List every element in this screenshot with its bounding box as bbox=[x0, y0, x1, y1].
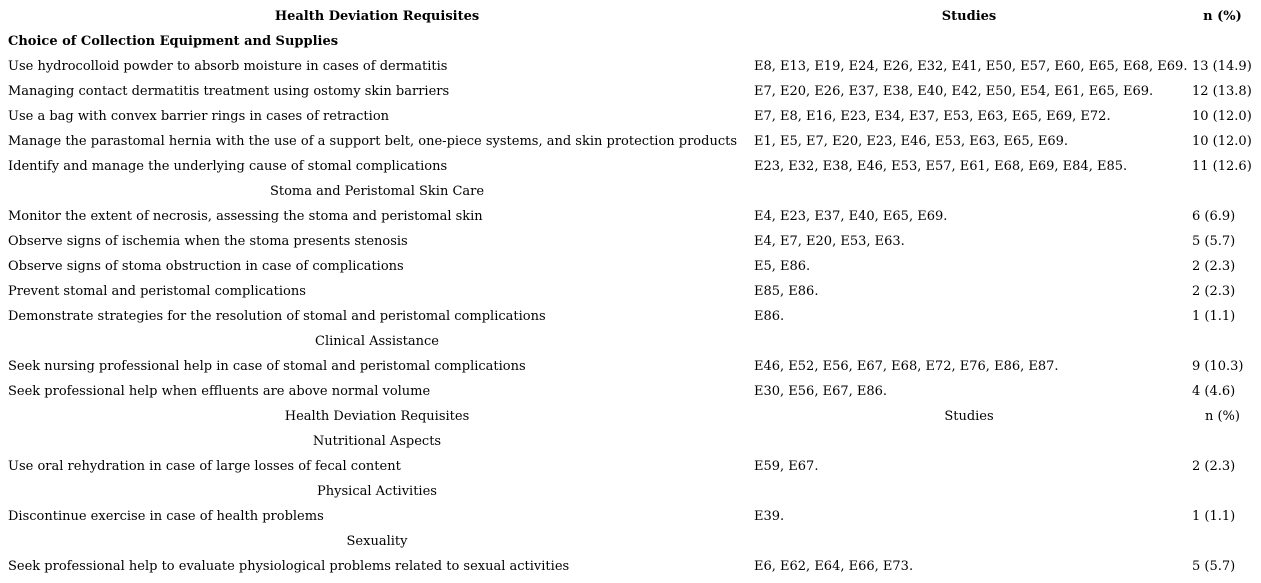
n-cell: 5 (5.7) bbox=[1192, 559, 1236, 574]
section-heading bbox=[0, 429, 1261, 454]
table-row bbox=[0, 79, 1261, 104]
table-row bbox=[0, 204, 1261, 229]
table-row bbox=[0, 504, 1261, 529]
n-cell: 6 (6.9) bbox=[1192, 209, 1236, 224]
requisite-cell: Use a bag with convex barrier rings in cases of retraction bbox=[8, 109, 390, 124]
n-cell: 13 (14.9) bbox=[1192, 59, 1252, 74]
section-heading bbox=[0, 329, 1261, 354]
section-title: Stoma and Peristomal Skin Care bbox=[269, 184, 485, 199]
table-row bbox=[0, 379, 1261, 404]
studies-cell: E6, E62, E64, E66, E73. bbox=[754, 559, 914, 574]
studies-cell: E8, E13, E19, E24, E26, E32, E41, E50, E57, E60, E65, E68, E69. bbox=[754, 59, 1188, 74]
requisite-cell: Prevent stomal and peristomal complications bbox=[8, 284, 306, 299]
section-heading bbox=[0, 179, 1261, 204]
header-requisites: Health Deviation Requisites bbox=[284, 409, 470, 424]
table-header-row bbox=[0, 4, 1261, 29]
requisite-cell: Identify and manage the underlying cause of stomal complications bbox=[8, 159, 448, 174]
studies-cell: E1, E5, E7, E20, E23, E46, E53, E63, E65, E69. bbox=[754, 134, 1069, 149]
requisite-cell: Seek professional help when effluents are above normal volume bbox=[8, 384, 431, 399]
studies-cell: E5, E86. bbox=[754, 259, 811, 274]
n-cell: 2 (2.3) bbox=[1192, 284, 1236, 299]
n-cell: 12 (13.8) bbox=[1192, 84, 1252, 99]
header-requisites: Health Deviation Requisites bbox=[274, 9, 480, 24]
requisite-cell: Seek professional help to evaluate physiological problems related to sexual activities bbox=[8, 559, 570, 574]
section-heading bbox=[0, 29, 1261, 54]
table-row bbox=[0, 454, 1261, 479]
header-studies: Studies bbox=[941, 9, 997, 24]
table-row bbox=[0, 154, 1261, 179]
requisite-cell: Seek nursing professional help in case of stomal and peristomal complications bbox=[8, 359, 526, 374]
studies-cell: E59, E67. bbox=[754, 459, 819, 474]
studies-cell: E86. bbox=[754, 309, 785, 324]
n-cell: 10 (12.0) bbox=[1192, 109, 1252, 124]
section-title: Sexuality bbox=[346, 534, 408, 549]
requisite-cell: Manage the parastomal hernia with the use of a support belt, one-piece systems, and skin protection products bbox=[8, 134, 738, 149]
section-title: Choice of Collection Equipment and Supplies bbox=[8, 34, 339, 49]
studies-cell: E7, E8, E16, E23, E34, E37, E53, E63, E65, E69, E72. bbox=[754, 109, 1111, 124]
requisite-cell: Discontinue exercise in case of health problems bbox=[8, 509, 324, 524]
requisite-cell: Use oral rehydration in case of large losses of fecal content bbox=[8, 459, 401, 474]
table-row bbox=[0, 279, 1261, 304]
requisite-cell: Observe signs of ischemia when the stoma presents stenosis bbox=[8, 234, 408, 249]
studies-cell: E7, E20, E26, E37, E38, E40, E42, E50, E54, E61, E65, E69. bbox=[754, 84, 1154, 99]
header-n-percent: n (%) bbox=[1204, 409, 1240, 424]
n-cell: 5 (5.7) bbox=[1192, 234, 1236, 249]
header-n-percent: n (%) bbox=[1203, 9, 1242, 24]
table-row bbox=[0, 254, 1261, 279]
studies-cell: E30, E56, E67, E86. bbox=[754, 384, 888, 399]
table-row bbox=[0, 129, 1261, 154]
n-cell: 9 (10.3) bbox=[1192, 359, 1244, 374]
n-cell: 2 (2.3) bbox=[1192, 259, 1236, 274]
repeated-header-row bbox=[0, 404, 1261, 429]
header-studies: Studies bbox=[944, 409, 994, 424]
n-cell: 1 (1.1) bbox=[1192, 309, 1236, 324]
section-title: Physical Activities bbox=[317, 484, 437, 499]
requisite-cell: Managing contact dermatitis treatment using ostomy skin barriers bbox=[8, 84, 450, 99]
section-title: Clinical Assistance bbox=[315, 334, 439, 349]
n-cell: 10 (12.0) bbox=[1192, 134, 1252, 149]
n-cell: 2 (2.3) bbox=[1192, 459, 1236, 474]
studies-cell: E23, E32, E38, E46, E53, E57, E61, E68, E69, E84, E85. bbox=[754, 159, 1128, 174]
studies-cell: E85, E86. bbox=[754, 284, 819, 299]
section-heading bbox=[0, 479, 1261, 504]
table-row bbox=[0, 104, 1261, 129]
n-cell: 4 (4.6) bbox=[1192, 384, 1236, 399]
requisite-cell: Demonstrate strategies for the resolution of stomal and peristomal complications bbox=[8, 309, 546, 324]
n-cell: 1 (1.1) bbox=[1192, 509, 1236, 524]
requisite-cell: Monitor the extent of necrosis, assessing the stoma and peristomal skin bbox=[8, 209, 483, 224]
table-row bbox=[0, 554, 1261, 579]
table-row bbox=[0, 54, 1261, 79]
requisite-cell: Observe signs of stoma obstruction in case of complications bbox=[8, 259, 404, 274]
section-heading bbox=[0, 529, 1261, 554]
section-title: Nutritional Aspects bbox=[312, 434, 442, 449]
studies-cell: E4, E7, E20, E53, E63. bbox=[754, 234, 905, 249]
n-cell: 11 (12.6) bbox=[1192, 159, 1252, 174]
studies-cell: E4, E23, E37, E40, E65, E69. bbox=[754, 209, 948, 224]
table-row bbox=[0, 354, 1261, 379]
studies-cell: E39. bbox=[754, 509, 785, 524]
table-row bbox=[0, 229, 1261, 254]
table-row bbox=[0, 304, 1261, 329]
studies-cell: E46, E52, E56, E67, E68, E72, E76, E86, E87. bbox=[754, 359, 1059, 374]
requisite-cell: Use hydrocolloid powder to absorb moisture in cases of dermatitis bbox=[8, 59, 448, 74]
